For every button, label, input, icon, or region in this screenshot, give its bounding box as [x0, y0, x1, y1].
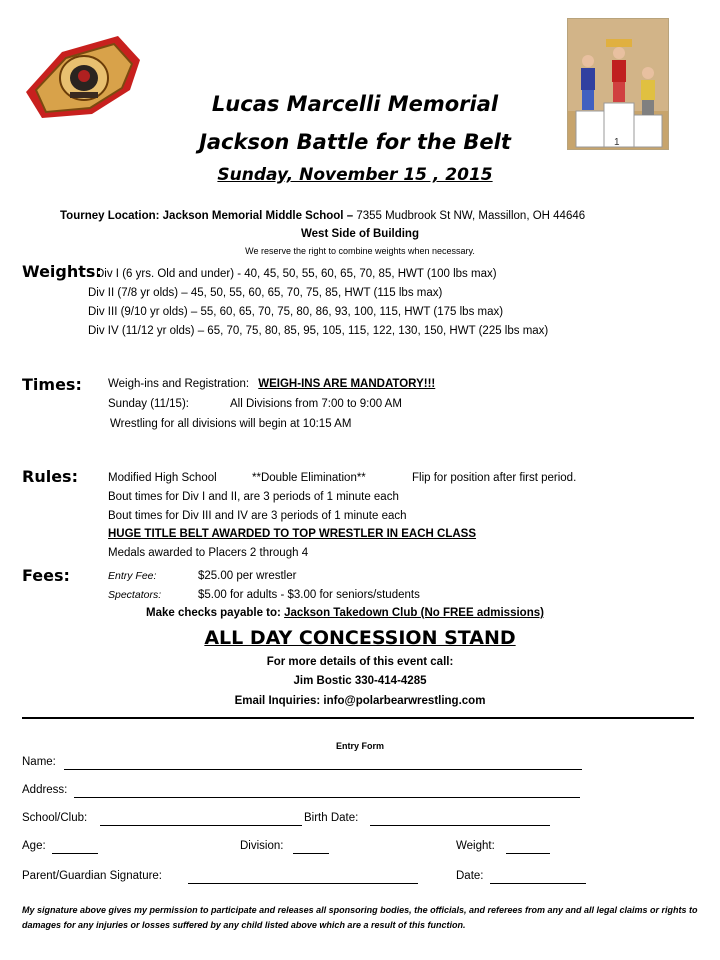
email-line: [0, 695, 720, 707]
school-field[interactable]: [100, 825, 302, 826]
date-label: Date:: [456, 870, 484, 882]
address-field[interactable]: [74, 797, 580, 798]
email-label: Email Inquiries:: [234, 695, 321, 707]
weighin-line: [108, 378, 435, 390]
checks-label: Make checks payable to:: [146, 607, 281, 619]
division-field[interactable]: [293, 853, 329, 854]
birth-date-label: Birth Date:: [304, 812, 359, 824]
date-field[interactable]: [490, 883, 586, 884]
combine-weights-note: We reserve the right to combine weights when necessary.: [245, 246, 475, 256]
rule-flip: Flip for position after first period.: [412, 472, 577, 484]
permission-disclaimer: My signature above gives my permission to participate and releases all sponsoring bodies, the officials, and referees from any and all legal claims or rights to damages for any injuries or losses suffered by any child listed above which are a result of this function.: [22, 905, 698, 930]
rule-elimination: **Double Elimination**: [252, 472, 366, 484]
spectator-label: Spectators:: [108, 589, 162, 601]
event-subtitle: Jackson Battle for the Belt: [199, 130, 511, 154]
weights-div3: Div III (9/10 yr olds) – 55, 60, 65, 70, 75, 80, 86, 93, 100, 115, HWT (175 lbs max): [88, 306, 504, 318]
weighin-label: Weigh-ins and Registration:: [108, 378, 250, 390]
entry-fee-value: $25.00 per wrestler: [198, 570, 297, 582]
form-divider: [22, 717, 694, 719]
sunday-value: All Divisions from 7:00 to 9:00 AM: [230, 398, 402, 410]
sunday-label: Sunday (11/15):: [108, 398, 189, 410]
school-label: School/Club:: [22, 812, 88, 824]
weights-div4: Div IV (11/12 yr olds) – 65, 70, 75, 80, 85, 95, 105, 115, 122, 130, 150, HWT (225 lbs max): [88, 325, 549, 337]
entry-form-heading: Entry Form: [335, 741, 384, 751]
podium-number: 1: [614, 137, 620, 148]
location-label: Tourney Location:: [60, 210, 160, 222]
location-venue: Jackson Memorial Middle School –: [162, 210, 354, 222]
name-label: Name:: [22, 756, 56, 768]
championship-belt-image: [22, 30, 144, 122]
podium-photo: [567, 18, 669, 150]
age-label: Age:: [22, 840, 46, 852]
event-title: Lucas Marcelli Memorial: [211, 92, 499, 116]
checks-payee: Jackson Takedown Club (No FREE admissions): [284, 607, 544, 619]
wrestling-start: Wrestling for all divisions will begin at 10:15 AM: [110, 418, 352, 430]
rule-format: Modified High School: [108, 472, 217, 484]
entry-fee-label: Entry Fee:: [108, 570, 157, 582]
rule-bout-div34: Bout times for Div III and IV are 3 periods of 1 minute each: [108, 510, 407, 522]
rule-bout-div12: Bout times for Div I and II, are 3 periods of 1 minute each: [108, 491, 399, 503]
location-address: 7355 Mudbrook St NW, Massillon, OH 44646: [356, 210, 586, 222]
weights-div2: Div II (7/8 yr olds) – 45, 50, 55, 60, 65, 70, 75, 85, HWT (115 lbs max): [88, 287, 443, 299]
contact-person: Jim Bostic 330-414-4285: [293, 675, 427, 687]
location-side: West Side of Building: [301, 228, 419, 240]
weight-field[interactable]: [506, 853, 550, 854]
concession-banner: ALL DAY CONCESSION STAND: [204, 627, 516, 649]
birth-date-field[interactable]: [370, 825, 550, 826]
address-label: Address:: [22, 784, 68, 796]
email-address[interactable]: info@polarbearwrestling.com: [323, 695, 486, 707]
spectator-value: $5.00 for adults - $3.00 for seniors/students: [198, 589, 420, 601]
age-field[interactable]: [52, 853, 98, 854]
division-label: Division:: [240, 840, 284, 852]
details-call: For more details of this event call:: [266, 656, 454, 668]
rules-heading: Rules:: [22, 467, 78, 486]
name-field[interactable]: [64, 769, 582, 770]
signature-label: Parent/Guardian Signature:: [22, 870, 163, 882]
checks-line: [146, 607, 544, 619]
weights-div1: Div I (6 yrs. Old and under) - 40, 45, 50, 55, 60, 65, 70, 85, HWT (100 lbs max): [96, 268, 497, 280]
event-date: Sunday, November 15 , 2015: [217, 165, 493, 185]
rule-medals: Medals awarded to Placers 2 through 4: [108, 547, 309, 559]
weighin-mandatory: WEIGH-INS ARE MANDATORY!!!: [258, 378, 436, 390]
location-line: [60, 210, 585, 222]
weight-label: Weight:: [456, 840, 495, 852]
times-heading: Times:: [22, 375, 82, 394]
rule-title-belt: HUGE TITLE BELT AWARDED TO TOP WRESTLER IN EACH CLASS: [108, 528, 477, 540]
signature-field[interactable]: [188, 883, 418, 884]
weights-heading: Weights:: [22, 262, 102, 281]
fees-heading: Fees:: [22, 566, 70, 585]
